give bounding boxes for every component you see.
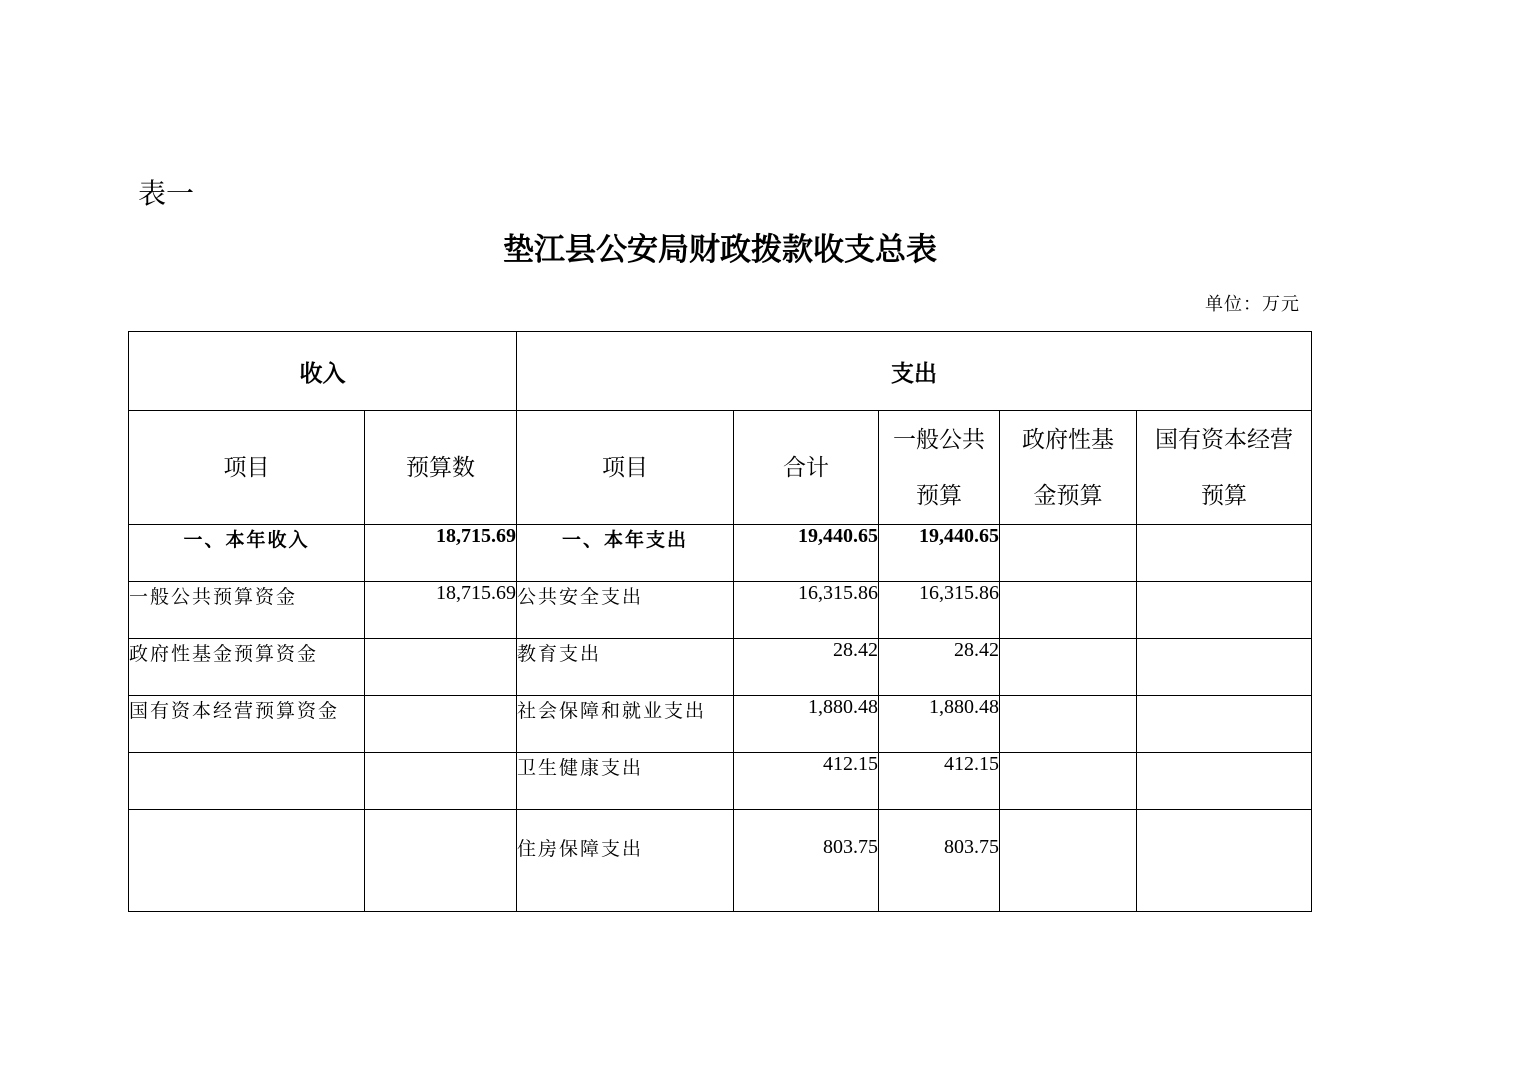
expenditure-item-cell: 社会保障和就业支出 [517, 696, 734, 753]
col-header-gov-fund-line2: 金预算 [1033, 482, 1103, 509]
col-header-state-capital-line2: 预算 [1201, 482, 1248, 509]
income-budget-cell [365, 810, 517, 912]
state-capital-cell [1137, 582, 1312, 639]
total-cell: 1,880.48 [734, 696, 879, 753]
general-public-cell: 16,315.86 [879, 582, 1000, 639]
expenditure-item-cell: 教育支出 [517, 639, 734, 696]
total-cell: 19,440.65 [734, 525, 879, 582]
expenditure-group-header: 支出 [517, 332, 1312, 411]
col-header-income-item: 项目 [129, 411, 365, 525]
col-header-state-capital-line1: 国有资本经营 [1155, 426, 1294, 453]
col-header-gov-fund-line1: 政府性基 [1022, 426, 1114, 453]
table-row [129, 753, 1312, 810]
col-header-general-public-line2: 预算 [916, 482, 962, 509]
budget-summary-table [128, 331, 1312, 912]
table-row [129, 696, 1312, 753]
gov-fund-cell [1000, 696, 1137, 753]
income-budget-cell [365, 696, 517, 753]
col-header-total: 合计 [734, 411, 879, 525]
total-cell: 412.15 [734, 753, 879, 810]
gov-fund-cell [1000, 810, 1137, 912]
table-row [129, 525, 1312, 582]
state-capital-cell [1137, 810, 1312, 912]
income-item-cell: 国有资本经营预算资金 [129, 696, 365, 753]
document-title: 垫江县公安局财政拨款收支总表 [503, 232, 937, 268]
income-group-header: 收入 [129, 332, 517, 411]
general-public-cell: 28.42 [879, 639, 1000, 696]
table-row [129, 582, 1312, 639]
table-row [129, 639, 1312, 696]
unit-label: 单位：万元 [1205, 294, 1300, 315]
column-header-row [129, 411, 1312, 525]
col-header-general-public [879, 411, 1000, 525]
income-budget-cell: 18,715.69 [365, 582, 517, 639]
expenditure-item-cell: 一、本年支出 [517, 525, 734, 582]
total-cell: 16,315.86 [734, 582, 879, 639]
income-item-cell [129, 810, 365, 912]
gov-fund-cell [1000, 639, 1137, 696]
col-header-general-public-line1: 一般公共 [893, 426, 985, 453]
expenditure-item-cell: 卫生健康支出 [517, 753, 734, 810]
state-capital-cell [1137, 696, 1312, 753]
income-item-cell: 政府性基金预算资金 [129, 639, 365, 696]
total-cell: 28.42 [734, 639, 879, 696]
state-capital-cell [1137, 753, 1312, 810]
general-public-cell: 1,880.48 [879, 696, 1000, 753]
income-budget-cell [365, 753, 517, 810]
col-header-state-capital [1137, 411, 1312, 525]
total-cell: 803.75 [734, 810, 879, 912]
group-header-row [129, 332, 1312, 411]
general-public-cell: 412.15 [879, 753, 1000, 810]
col-header-expenditure-item: 项目 [517, 411, 734, 525]
col-header-income-budget: 预算数 [365, 411, 517, 525]
income-item-cell: 一般公共预算资金 [129, 582, 365, 639]
expenditure-item-cell: 住房保障支出 [517, 810, 734, 912]
gov-fund-cell [1000, 753, 1137, 810]
col-header-gov-fund [1000, 411, 1137, 525]
state-capital-cell [1137, 525, 1312, 582]
income-budget-cell [365, 639, 517, 696]
gov-fund-cell [1000, 582, 1137, 639]
gov-fund-cell [1000, 525, 1137, 582]
general-public-cell: 19,440.65 [879, 525, 1000, 582]
table-label: 表一 [138, 177, 195, 210]
income-item-cell: 一、本年收入 [129, 525, 365, 582]
state-capital-cell [1137, 639, 1312, 696]
table-row [129, 810, 1312, 912]
expenditure-item-cell: 公共安全支出 [517, 582, 734, 639]
income-item-cell [129, 753, 365, 810]
general-public-cell: 803.75 [879, 810, 1000, 912]
income-budget-cell: 18,715.69 [365, 525, 517, 582]
